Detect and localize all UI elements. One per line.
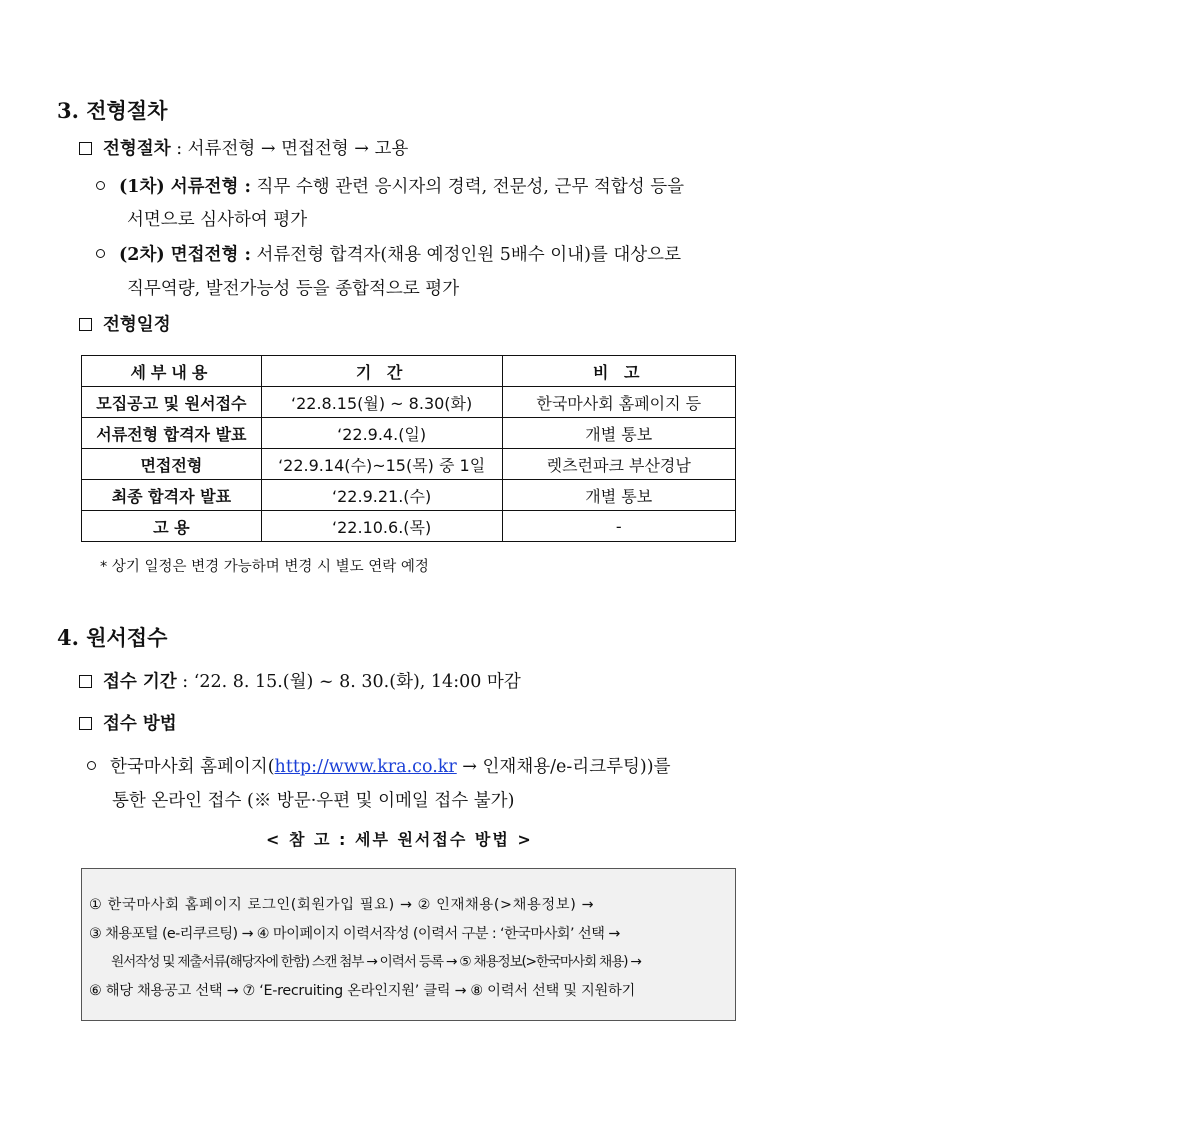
stage1-text: 직무 수행 관련 응시자의 경력, 전문성, 근무 적합성 등을 [256,177,685,197]
method-text-pre: 한국마사회 홈페이지( [110,757,275,777]
table-row [82,418,736,449]
reference-line: ① 한국마사회 홈페이지 로그인(회원가입 필요) → ② 인재채용(>채용정보) → [89,897,595,913]
circle-bullet-icon [87,761,96,770]
table-row [82,449,736,480]
schedule-table [81,355,736,542]
stage1-continuation: 서면으로 심사하여 평가 [127,210,308,230]
process-line [79,135,408,160]
period-separator: : [176,672,194,692]
table-row [82,387,736,418]
table-cell-remark: 개별 통보 [502,418,736,449]
table-cell-period: ‘22.10.6.(목) [261,511,502,542]
stage1-label: (1차) 서류전형 : [119,177,251,197]
reference-title: < 참 고 : 세부 원서접수 방법 > [266,830,533,849]
process-separator: : [170,139,188,159]
table-cell-period: ‘22.9.14(수)~15(목) 중 1일 [261,449,502,480]
process-label: 전형절차 [103,139,171,159]
table-header-row [82,356,736,387]
table-cell-item: 서류전형 합격자 발표 [82,418,262,449]
checkbox-square-icon [79,318,92,331]
table-row [82,480,736,511]
section-4-title: 4. 원서접수 [57,625,168,650]
table-cell-item: 최종 합격자 발표 [82,480,262,511]
table-cell-period: ‘22.9.21.(수) [261,480,502,511]
stage2-line [96,241,681,266]
table-row [82,511,736,542]
table-cell-remark: 렛츠런파크 부산경남 [502,449,736,480]
stage2-text: 서류전형 합격자(채용 예정인원 5배수 이내)를 대상으로 [256,245,681,265]
circle-bullet-icon [96,249,105,258]
table-header: 비 고 [502,356,736,387]
stage2-label: (2차) 면접전형 : [119,245,251,265]
method-continuation: 통한 온라인 접수 (※ 방문·우편 및 이메일 접수 불가) [112,791,515,811]
reference-line: ③ 채용포털 (e-리쿠르팅) → ④ 마이페이지 이력서작성 (이력서 구분 : ‘한국마사회’ 선택 → [89,925,620,942]
reference-box [81,868,736,1021]
table-cell-remark: 한국마사회 홈페이지 등 [502,387,736,418]
table-cell-remark: - [502,511,736,542]
table-header: 세부내용 [82,356,262,387]
reference-line: ⑥ 해당 채용공고 선택 → ⑦ ‘E-recruiting 온라인지원’ 클릭 → ⑧ 이력서 선택 및 지원하기 [89,982,636,999]
schedule-note: * 상기 일정은 변경 가능하며 변경 시 별도 연락 예정 [100,559,429,575]
table-cell-item: 모집공고 및 원서접수 [82,387,262,418]
stage2-continuation: 직무역량, 발전가능성 등을 종합적으로 평가 [127,279,460,299]
table-header: 기 간 [261,356,502,387]
checkbox-square-icon [79,675,92,688]
period-label: 접수 기간 [103,672,177,692]
schedule-label: 전형일정 [103,315,171,335]
stage1-line [96,173,684,198]
reference-line: 원서작성 및 제출서류(해당자에 한함) 스캔 첨부 → 이력서 등록 → ⑤ 채용정보(>한국마사회 채용) → [111,954,641,970]
table-cell-period: ‘22.9.4.(일) [261,418,502,449]
period-line [79,668,521,693]
kra-homepage-link[interactable]: http://www.kra.co.kr [274,757,457,777]
method-text-post: → 인재채용/e-리크루팅))를 [456,757,671,777]
circle-bullet-icon [96,181,105,190]
table-cell-remark: 개별 통보 [502,480,736,511]
schedule-heading [79,311,171,336]
method-line [87,753,671,778]
method-label: 접수 방법 [103,714,177,734]
process-text: 서류전형 → 면접전형 → 고용 [187,139,409,159]
checkbox-square-icon [79,717,92,730]
checkbox-square-icon [79,142,92,155]
table-cell-item: 고 용 [82,511,262,542]
method-heading [79,710,177,735]
table-cell-period: ‘22.8.15(월) ~ 8.30(화) [261,387,502,418]
period-text: ‘22. 8. 15.(월) ~ 8. 30.(화), 14:00 마감 [193,672,521,692]
section-3-title: 3. 전형절차 [57,98,168,123]
table-cell-item: 면접전형 [82,449,262,480]
